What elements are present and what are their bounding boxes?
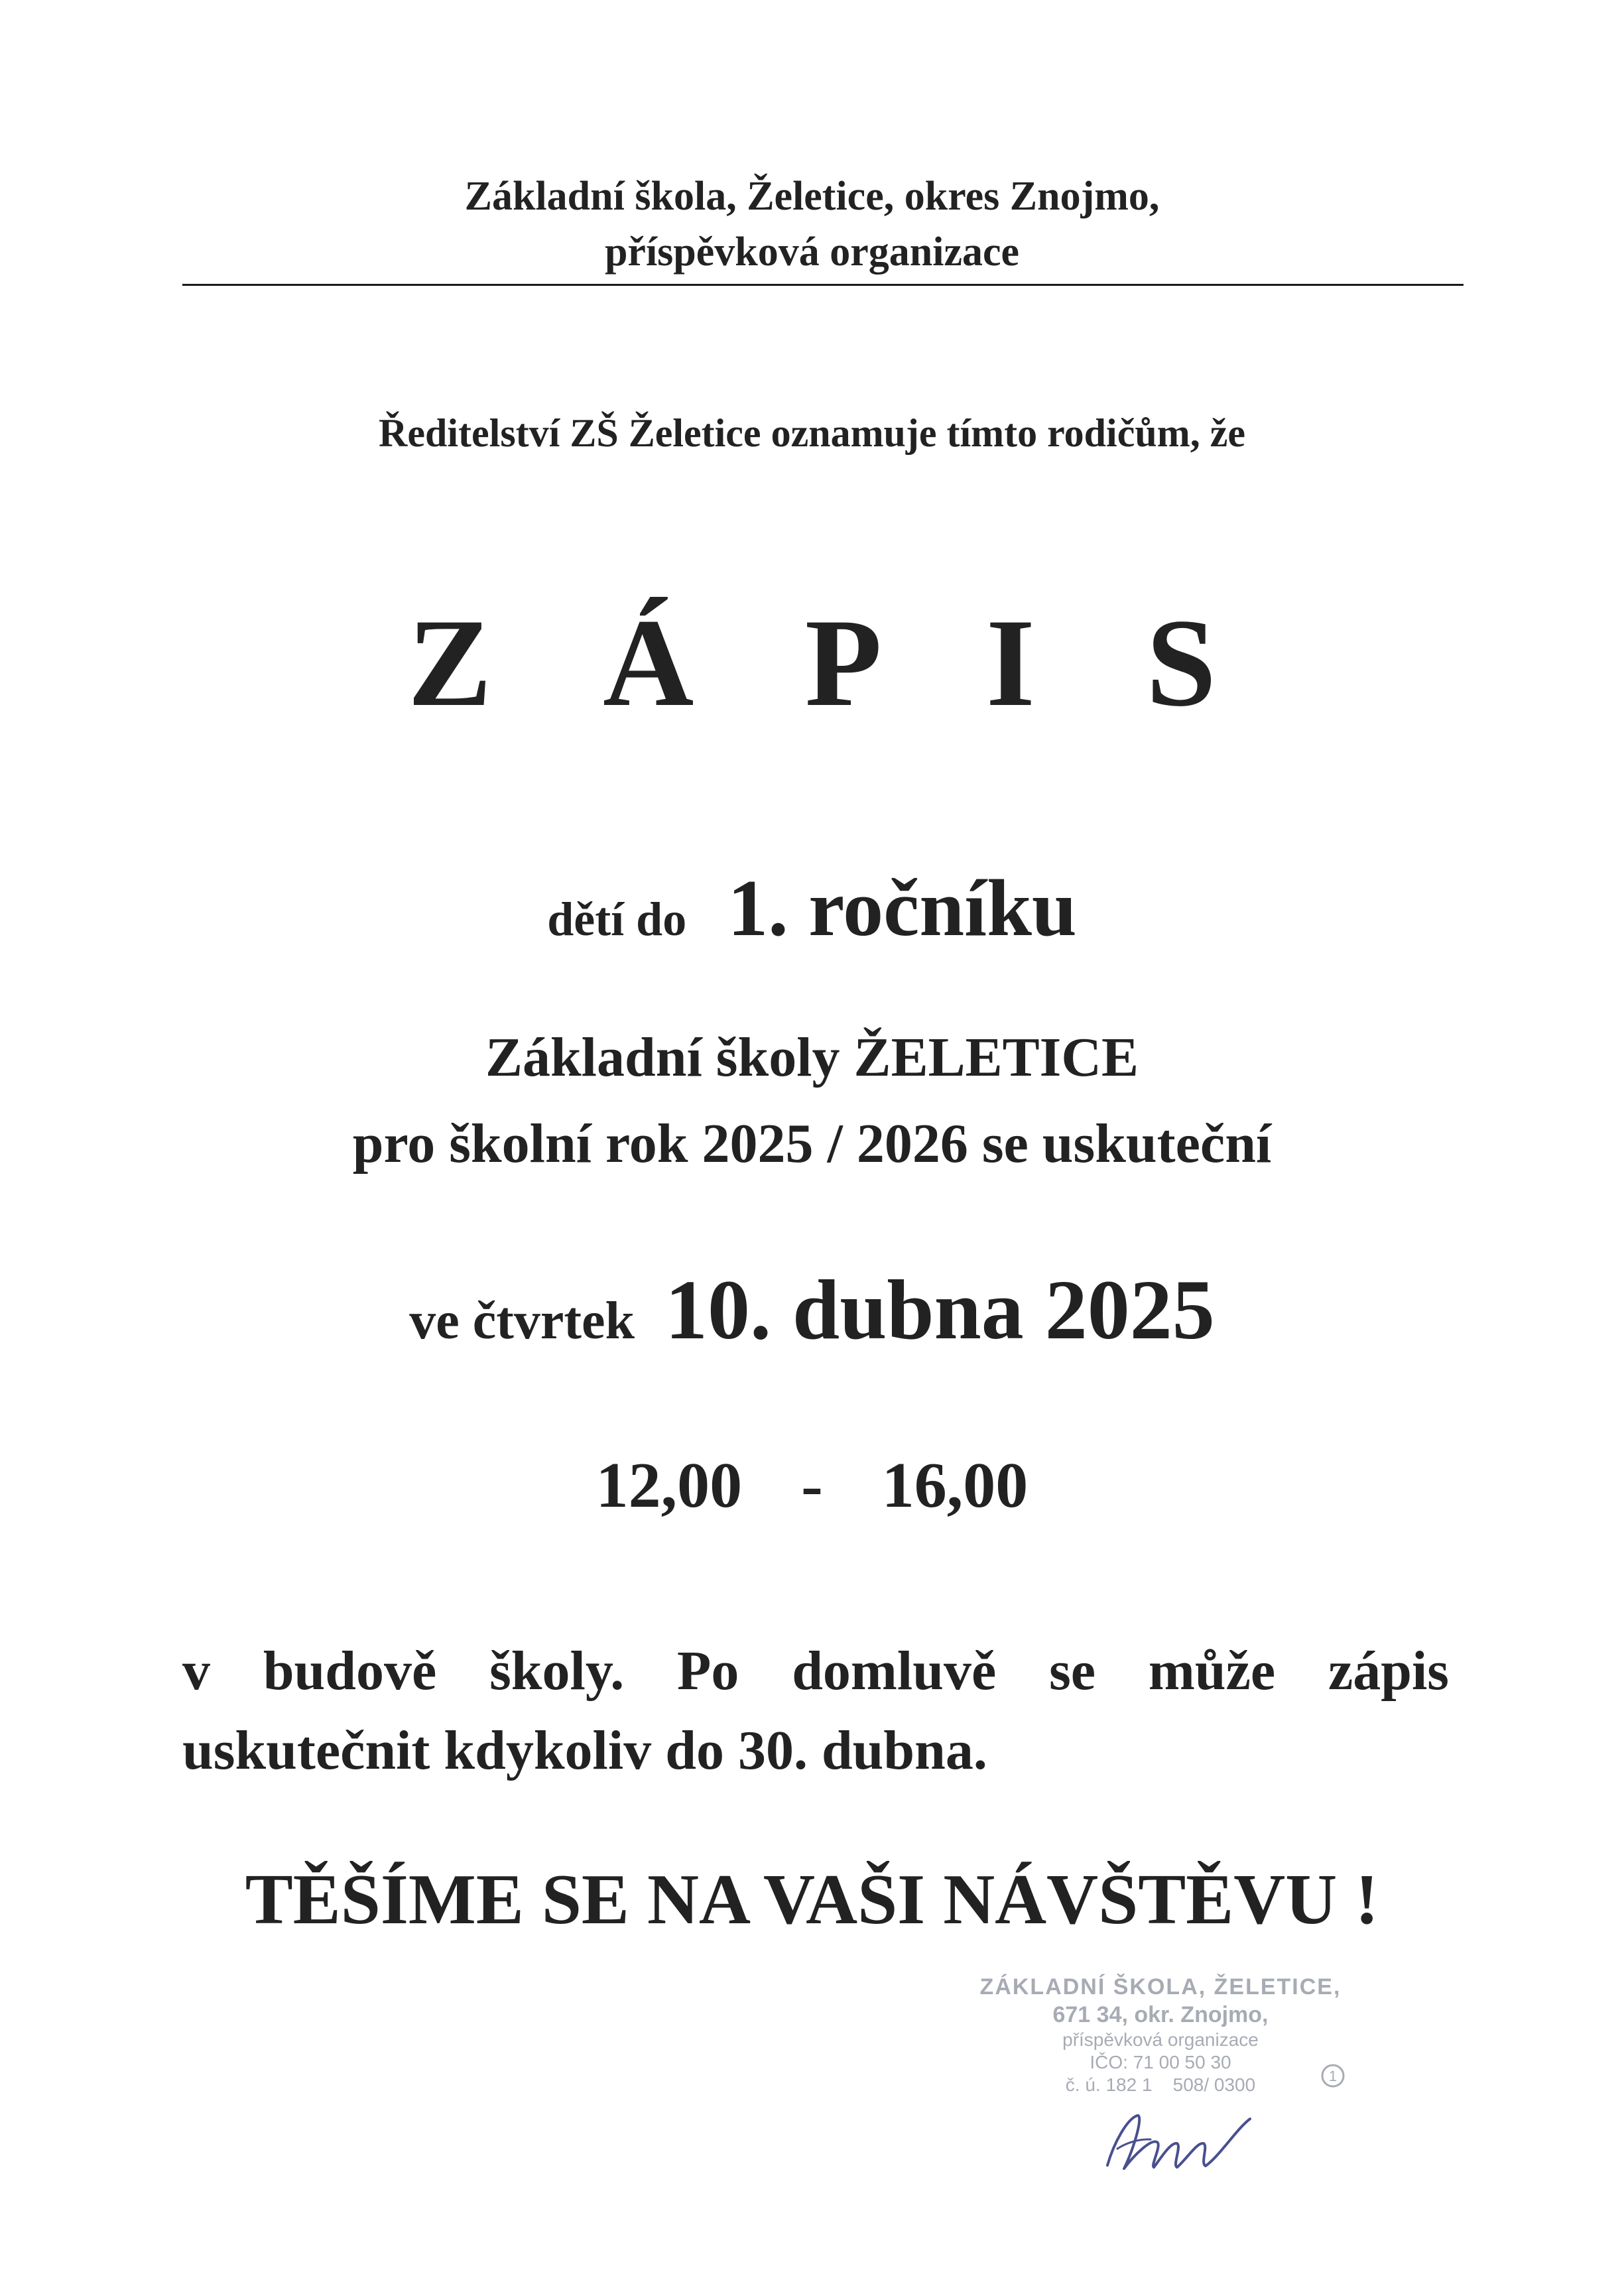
school-name-line1: Základní škola, Želetice, okres Znojmo, bbox=[464, 174, 1160, 219]
stamp-line4: IČO: 71 00 50 30 bbox=[1090, 2052, 1231, 2072]
grade-prefix: dětí do bbox=[547, 893, 687, 946]
paragraph-line2: uskutečnit kdykoliv do 30. dubna. bbox=[182, 1720, 987, 1781]
date-prefix: ve čtvrtek bbox=[409, 1292, 635, 1350]
stamp-line3: příspěvková organizace bbox=[1062, 2029, 1259, 2050]
stamp-number-mark bbox=[1320, 2063, 1346, 2089]
stamp-number-text: 1 bbox=[1328, 2068, 1338, 2084]
time-range: 12,00 - 16,00 bbox=[595, 1450, 1029, 1521]
school-year-line: pro školní rok 2025 / 2026 se uskuteční bbox=[352, 1113, 1272, 1175]
school-line: Základní školy ŽELETICE bbox=[485, 1027, 1139, 1088]
announcement-text: Ředitelství ZŠ Želetice oznamuje tímto rodičům, že bbox=[379, 411, 1245, 455]
closing-text: TĚŠÍME SE NA VAŠI NÁVŠTĚVU ! bbox=[245, 1860, 1379, 1939]
school-name-line2: příspěvková organizace bbox=[604, 229, 1020, 275]
paragraph-line1: v budově školy. Po domluvě se může zápis bbox=[182, 1640, 1449, 1702]
grade-value: 1. ročníku bbox=[727, 863, 1077, 953]
date-line bbox=[0, 1260, 1624, 1385]
stamp-line5: č. ú. 182 1 508/ 0300 bbox=[1065, 2074, 1256, 2095]
signature bbox=[1088, 2102, 1260, 2189]
date-value: 10. dubna 2025 bbox=[665, 1263, 1215, 1357]
stamp-line2: 671 34, okr. Znojmo, bbox=[1052, 2002, 1269, 2027]
document-title: Z Á P I S bbox=[407, 594, 1257, 733]
grade-line bbox=[0, 862, 1624, 979]
header-divider bbox=[182, 284, 1464, 286]
stamp-line1: ZÁKLADNÍ ŠKOLA, ŽELETICE, bbox=[979, 1974, 1342, 2000]
